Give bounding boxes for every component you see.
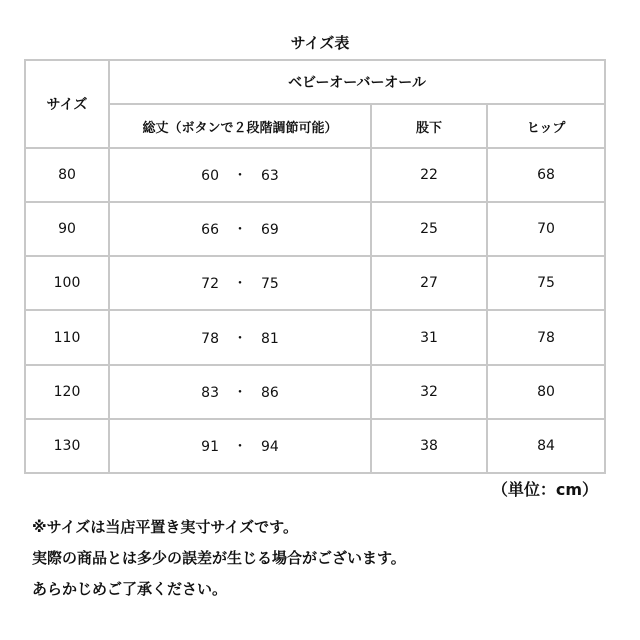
hip-cell: 70 — [487, 202, 605, 256]
length-max: 94 — [261, 438, 279, 455]
unit-note: （単位：cm） — [491, 480, 598, 499]
length-min: 60 — [201, 168, 219, 185]
inseam-cell: 25 — [371, 202, 487, 256]
hip-cell: 68 — [487, 148, 605, 202]
length-cell — [109, 419, 371, 473]
product-header: ベビーオーバーオール — [109, 60, 605, 104]
size-table — [24, 59, 606, 474]
subheader-row — [25, 104, 605, 148]
size-cell: 100 — [25, 256, 109, 310]
inseam-cell: 32 — [371, 365, 487, 419]
length-cell — [109, 365, 371, 419]
note-line: 実際の商品とは多少の誤差が生じる場合がございます。 — [32, 549, 406, 567]
length-cell — [109, 148, 371, 202]
separator: ・ — [233, 438, 247, 455]
size-cell: 120 — [25, 365, 109, 419]
length-max: 75 — [261, 276, 279, 293]
length-min: 72 — [201, 276, 219, 293]
length-cell — [109, 202, 371, 256]
separator: ・ — [233, 276, 247, 293]
length-max: 86 — [261, 384, 279, 401]
length-max: 69 — [261, 222, 279, 239]
length-cell — [109, 310, 371, 364]
hip-cell: 80 — [487, 365, 605, 419]
size-cell: 110 — [25, 310, 109, 364]
length-header: 総丈（ボタンで２段階調節可能） — [109, 104, 371, 148]
separator: ・ — [233, 384, 247, 401]
note-line: あらかじめご了承ください。 — [32, 580, 228, 598]
note-line: ※サイズは当店平置き実寸サイズです。 — [32, 518, 298, 536]
notes — [32, 512, 406, 605]
length-min: 91 — [201, 438, 219, 455]
inseam-cell: 38 — [371, 419, 487, 473]
length-min: 83 — [201, 384, 219, 401]
length-min: 78 — [201, 330, 219, 347]
separator: ・ — [233, 222, 247, 239]
separator: ・ — [233, 330, 247, 347]
length-min: 66 — [201, 222, 219, 239]
length-max: 63 — [261, 168, 279, 185]
inseam-cell: 27 — [371, 256, 487, 310]
hip-cell: 84 — [487, 419, 605, 473]
size-cell: 90 — [25, 202, 109, 256]
inseam-header: 股下 — [371, 104, 487, 148]
table-row — [25, 365, 605, 419]
table-row — [25, 256, 605, 310]
separator: ・ — [233, 168, 247, 185]
hip-cell: 78 — [487, 310, 605, 364]
page-title: サイズ表 — [290, 34, 350, 52]
size-cell: 130 — [25, 419, 109, 473]
table-row — [25, 148, 605, 202]
size-header: サイズ — [25, 60, 109, 148]
inseam-cell: 31 — [371, 310, 487, 364]
hip-header: ヒップ — [487, 104, 605, 148]
hip-cell: 75 — [487, 256, 605, 310]
table-row — [25, 419, 605, 473]
length-max: 81 — [261, 330, 279, 347]
inseam-cell: 22 — [371, 148, 487, 202]
size-cell: 80 — [25, 148, 109, 202]
table-row — [25, 202, 605, 256]
header-row — [25, 60, 605, 104]
table-row — [25, 310, 605, 364]
length-cell — [109, 256, 371, 310]
